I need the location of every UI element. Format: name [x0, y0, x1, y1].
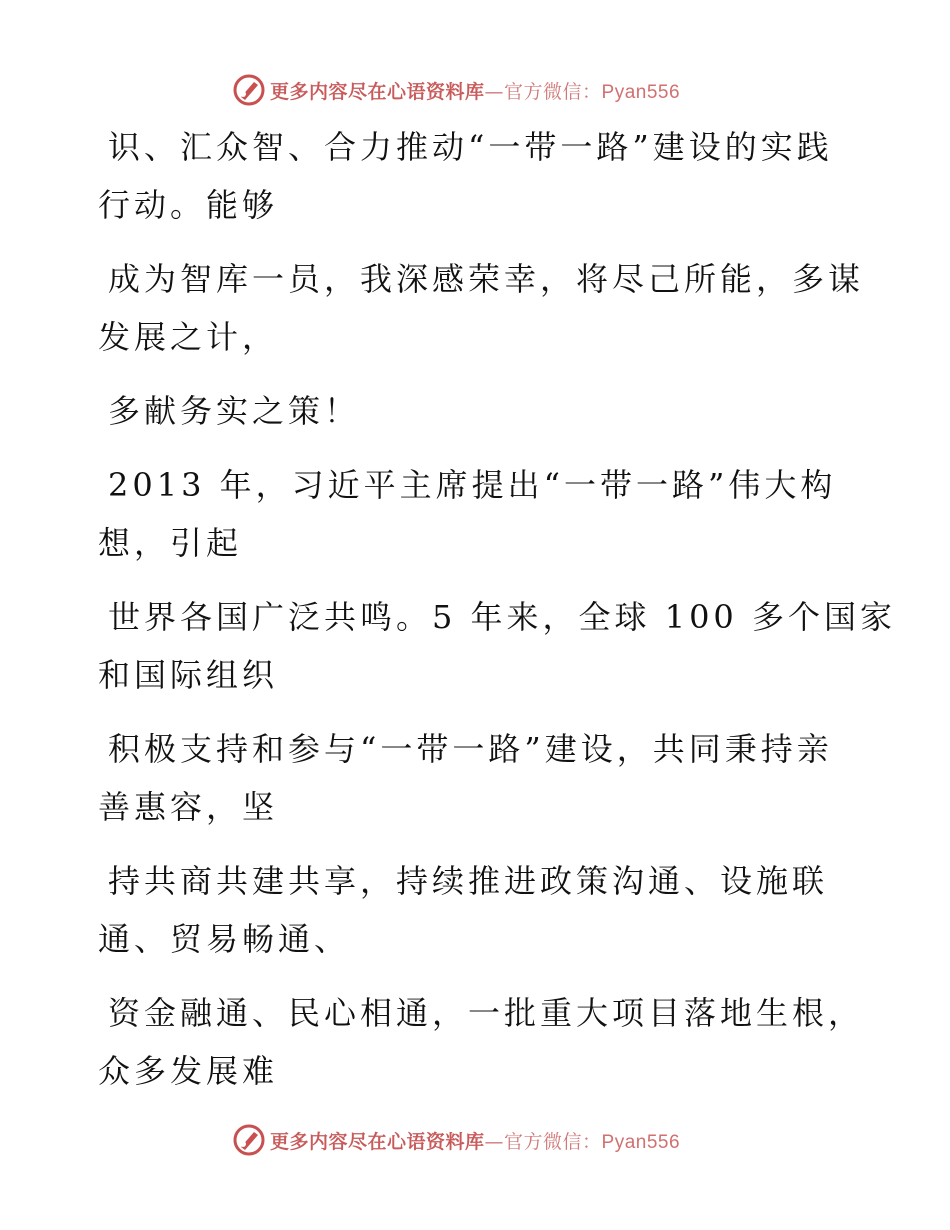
paragraph-line: 成为智库一员，我深感荣幸，将尽己所能，多谋: [108, 260, 865, 298]
watermark-lead: 更多内容尽在心语资料库: [270, 80, 485, 103]
pen-logo-icon: [232, 1123, 266, 1157]
paragraph-line: 积极支持和参与“一带一路”建设，共同秉持亲: [108, 730, 833, 768]
watermark-handle: Pyan556: [601, 1131, 681, 1153]
paragraph-line: 多献务实之策！: [108, 392, 361, 430]
paragraph-line: 行动。能够: [98, 186, 279, 224]
paragraph-line: 众多发展难: [98, 1052, 279, 1090]
paragraph-line: 和国际组织: [98, 656, 279, 694]
paragraph: [98, 382, 888, 440]
paragraph: [98, 720, 888, 836]
watermark-tail: —官方微信：: [484, 1130, 602, 1153]
paragraph: [98, 588, 896, 704]
paragraph-line: 世界各国广泛共鸣。5 年来，全球 100 多个国家: [108, 598, 896, 636]
paragraph-line: 通、贸易畅通、: [98, 920, 351, 958]
paragraph: [98, 456, 888, 572]
paragraph: [98, 984, 888, 1100]
paragraph-line: 识、汇众智、合力推动“一带一路”建设的实践: [108, 128, 833, 166]
watermark-banner-top: [232, 72, 732, 108]
paragraph: [98, 250, 888, 366]
paragraph-line: 资金融通、民心相通，一批重大项目落地生根，: [108, 994, 865, 1032]
paragraph: [98, 118, 888, 234]
paragraph-line: 想，引起: [98, 524, 243, 562]
watermark-handle: Pyan556: [601, 81, 681, 103]
paragraph-line: 发展之计，: [98, 318, 279, 356]
pen-logo-icon: [232, 73, 266, 107]
watermark-text: [270, 1127, 680, 1154]
watermark-lead: 更多内容尽在心语资料库: [270, 1130, 485, 1153]
watermark-text: [270, 77, 680, 104]
paragraph-line: 持共商共建共享，持续推进政策沟通、设施联: [108, 862, 829, 900]
document-body: [98, 118, 896, 1116]
paragraph: [98, 852, 888, 968]
watermark-banner-bottom: [232, 1122, 732, 1158]
watermark-tail: —官方微信：: [484, 80, 602, 103]
paragraph-line: 2013 年，习近平主席提出“一带一路”伟大构: [108, 466, 837, 504]
paragraph-line: 善惠容，坚: [98, 788, 279, 826]
